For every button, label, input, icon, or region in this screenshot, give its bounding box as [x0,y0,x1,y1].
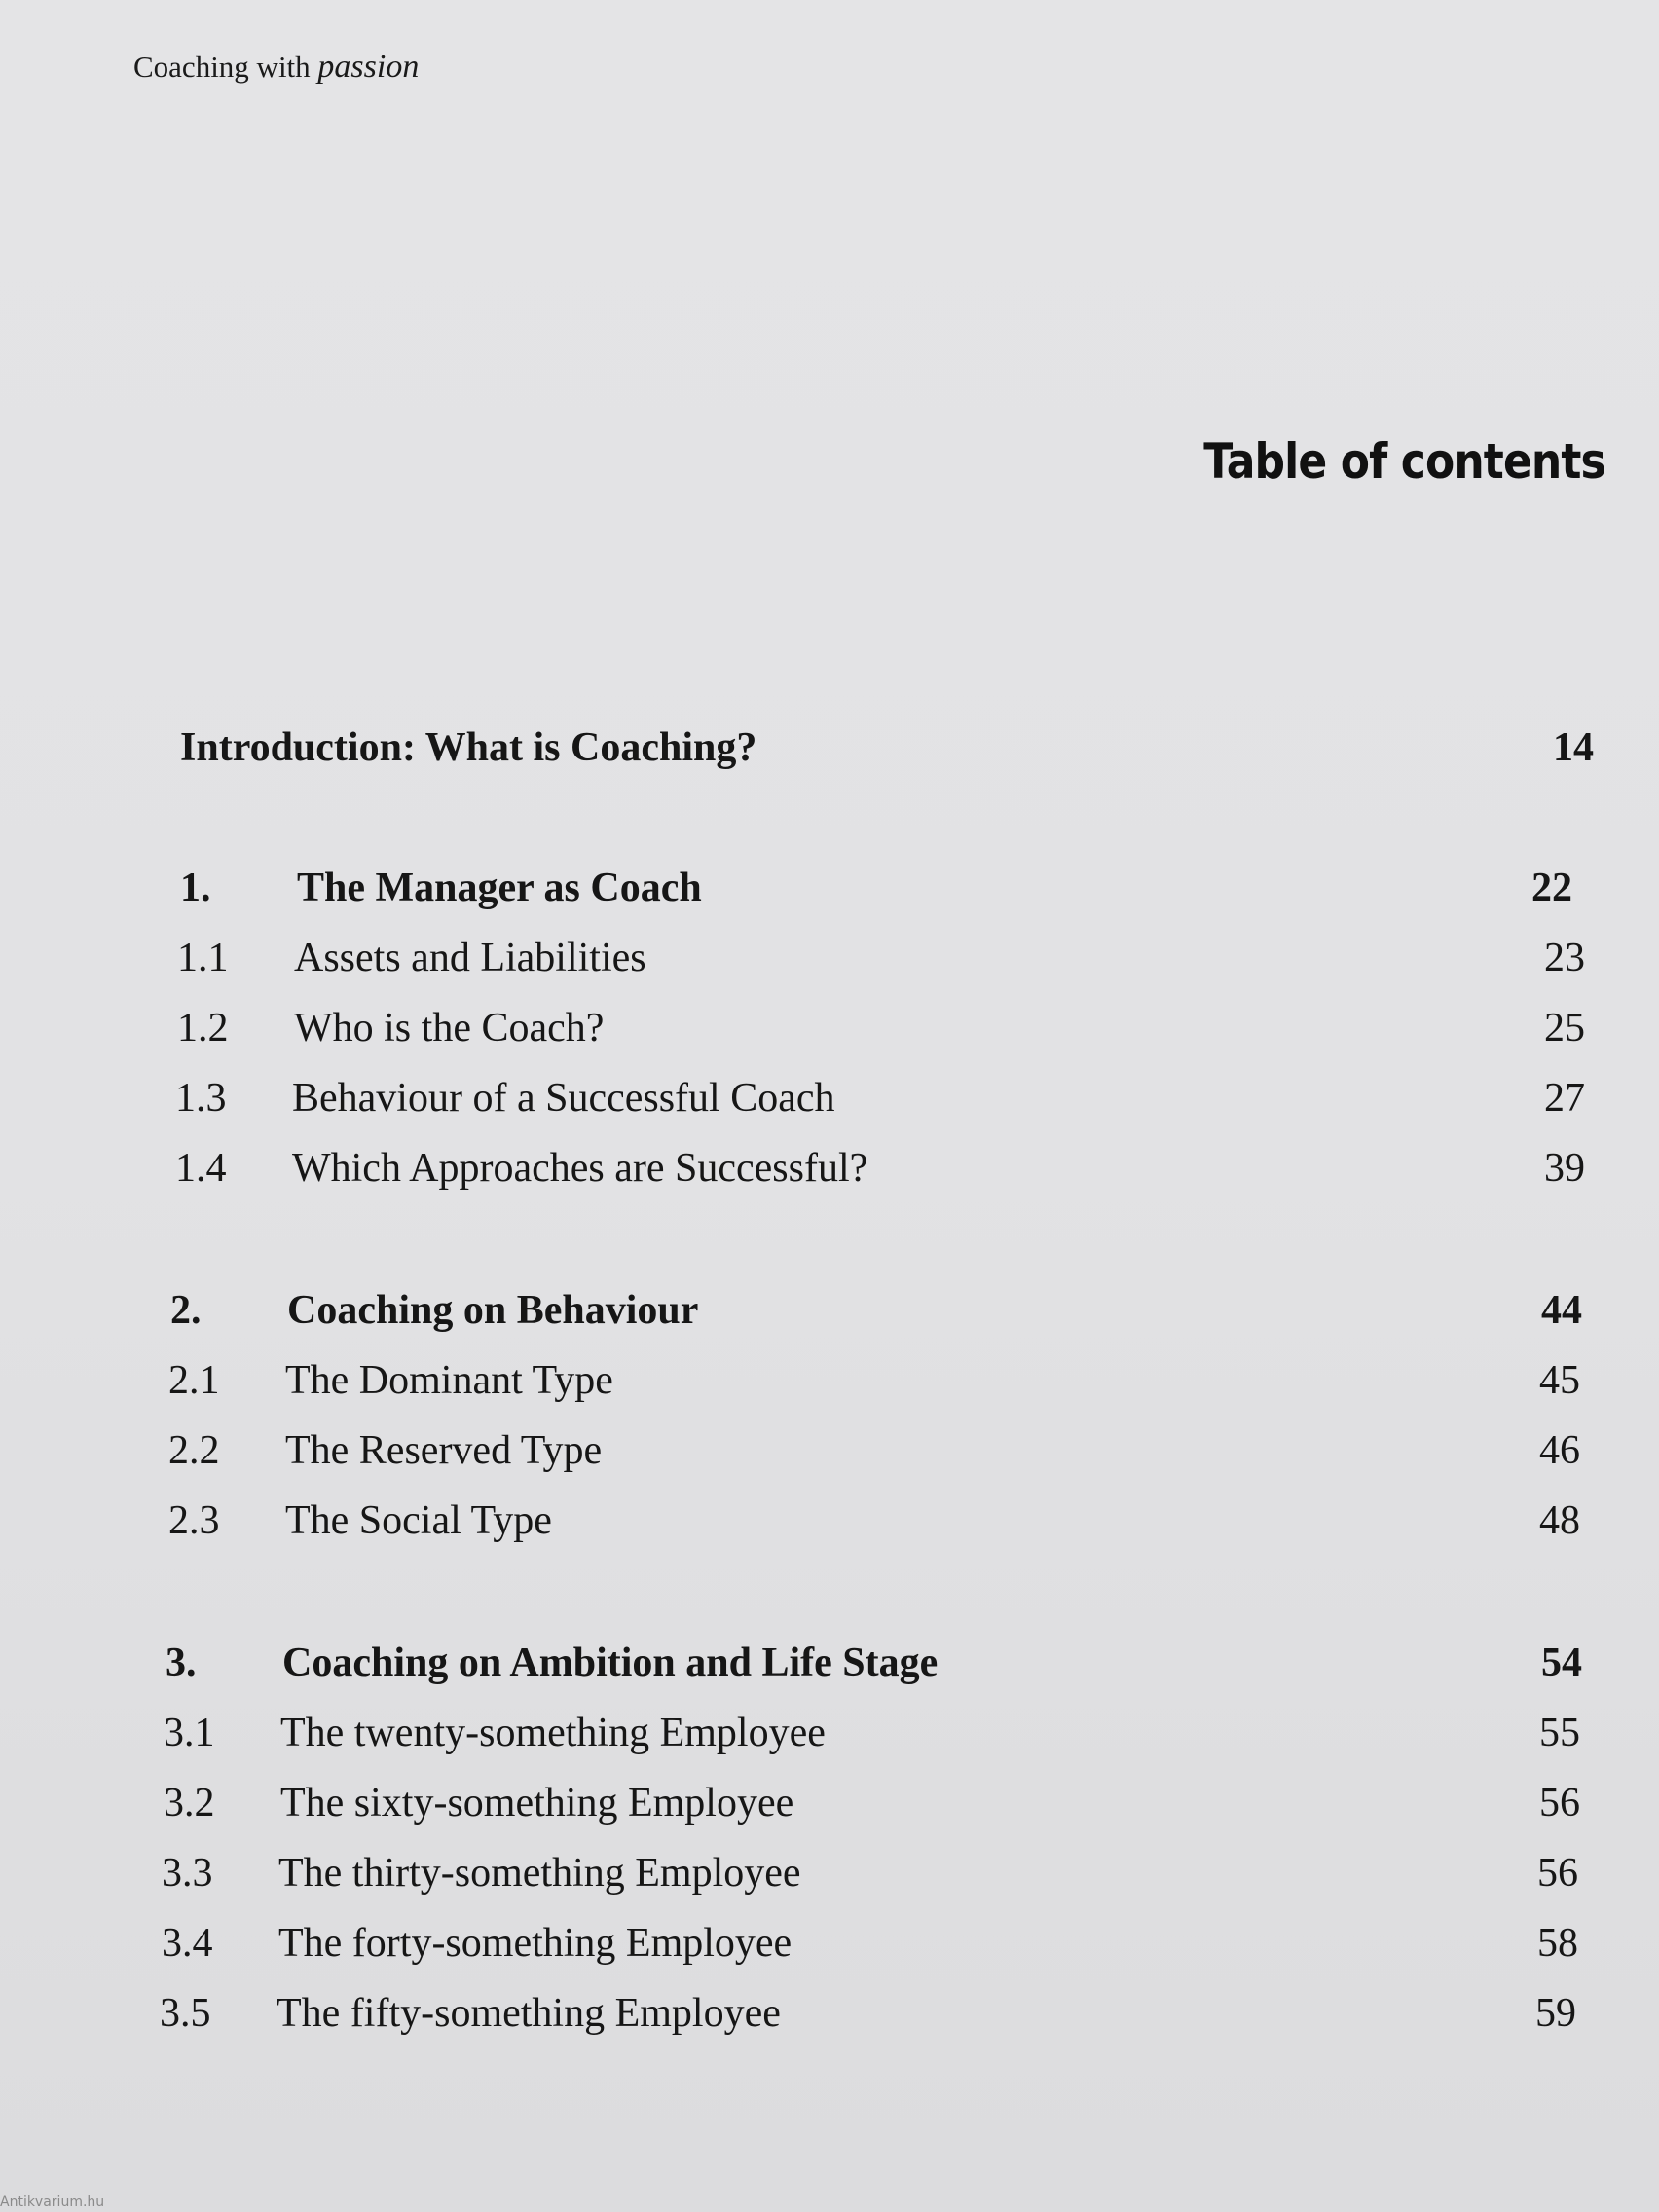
toc-entry-number: 1.1 [177,936,229,980]
toc-entry-page: 27 [1544,1076,1585,1121]
toc-entry-number: 1. [180,866,211,910]
toc-entry-1-2 [177,999,1585,1057]
toc-entry-page: 23 [1544,936,1585,980]
toc-entry-number: 3.4 [162,1921,213,1966]
toc-entry-number: 3.5 [160,1991,211,2036]
toc-entry-3-2 [164,1774,1580,1832]
toc-entry-number: 2. [170,1288,202,1333]
toc-entry-label: Assets and Liabilities [294,936,646,980]
toc-entry-number: 3. [166,1641,197,1685]
toc-entry-page: 39 [1544,1146,1585,1191]
toc-entry-number: 2.1 [168,1358,220,1403]
toc-entry-number: 1.3 [175,1076,227,1121]
running-head [133,49,419,86]
toc-entry-page: 22 [1531,866,1572,910]
toc-entry-1-1 [177,929,1585,987]
toc-entry-label: Which Approaches are Successful? [292,1146,868,1191]
page-title: Table of contents [1203,433,1605,490]
toc-entry-number: 2.3 [168,1498,220,1543]
toc-entry-label: The Dominant Type [285,1358,613,1403]
toc-entry-page: 44 [1541,1288,1582,1333]
toc-entry-page: 55 [1539,1711,1580,1755]
toc-entry-page: 48 [1539,1498,1580,1543]
toc-entry-page: 14 [1553,725,1594,770]
toc-entry-1-3 [175,1069,1585,1127]
toc-entry-page: 45 [1539,1358,1580,1403]
toc-entry-label: The Social Type [285,1498,552,1543]
toc-entry-page: 58 [1537,1921,1578,1966]
toc-entry-label: The forty-something Employee [278,1921,793,1966]
toc-entry-label: The fifty-something Employee [276,1991,781,2036]
toc-entry-number: 3.1 [164,1711,215,1755]
toc-entry-page: 56 [1539,1781,1580,1825]
toc-entry-page: 46 [1539,1428,1580,1473]
running-head-italic: passion [317,49,420,85]
toc-entry-label: Who is the Coach? [294,1006,605,1051]
toc-entry-page: 25 [1544,1006,1585,1051]
toc-entry-2-2 [168,1421,1580,1480]
toc-entry-2-3 [168,1492,1580,1550]
toc-entry-1-4 [175,1139,1585,1198]
toc-entry-number: 1.4 [175,1146,227,1191]
toc-entry-page: 54 [1541,1641,1582,1685]
toc-entry-label: Introduction: What is Coaching? [180,725,757,770]
toc-entry-label: Coaching on Ambition and Life Stage [282,1641,939,1685]
toc-entry-3-4 [162,1914,1578,1972]
toc-entry-3-1 [164,1704,1580,1762]
running-head-prefix: Coaching with [133,50,311,84]
toc-entry-chapter-2 [170,1281,1582,1340]
toc-entry-introduction [161,719,1594,777]
watermark: Antikvarium.hu [0,2194,105,2210]
toc-entry-label: Coaching on Behaviour [287,1288,699,1333]
toc-entry-number: 1.2 [177,1006,229,1051]
toc-entry-page: 59 [1535,1991,1576,2036]
toc-entry-2-1 [168,1351,1580,1410]
toc-entry-number: 3.3 [162,1851,213,1896]
toc-entry-number: 2.2 [168,1428,220,1473]
toc-entry-chapter-3 [166,1634,1582,1692]
toc-entry-chapter-1 [180,859,1572,917]
toc-entry-label: The Reserved Type [285,1428,603,1473]
toc-entry-number: 3.2 [164,1781,215,1825]
toc-entry-label: The Manager as Coach [297,866,702,910]
toc-entry-label: The thirty-something Employee [278,1851,801,1896]
toc-entry-label: Behaviour of a Successful Coach [292,1076,835,1121]
toc-entry-3-3 [162,1844,1578,1902]
toc-entry-label: The sixty-something Employee [280,1781,794,1825]
toc-entry-3-5 [160,1984,1576,2043]
toc-entry-label: The twenty-something Employee [280,1711,826,1755]
toc-entry-page: 56 [1537,1851,1578,1896]
